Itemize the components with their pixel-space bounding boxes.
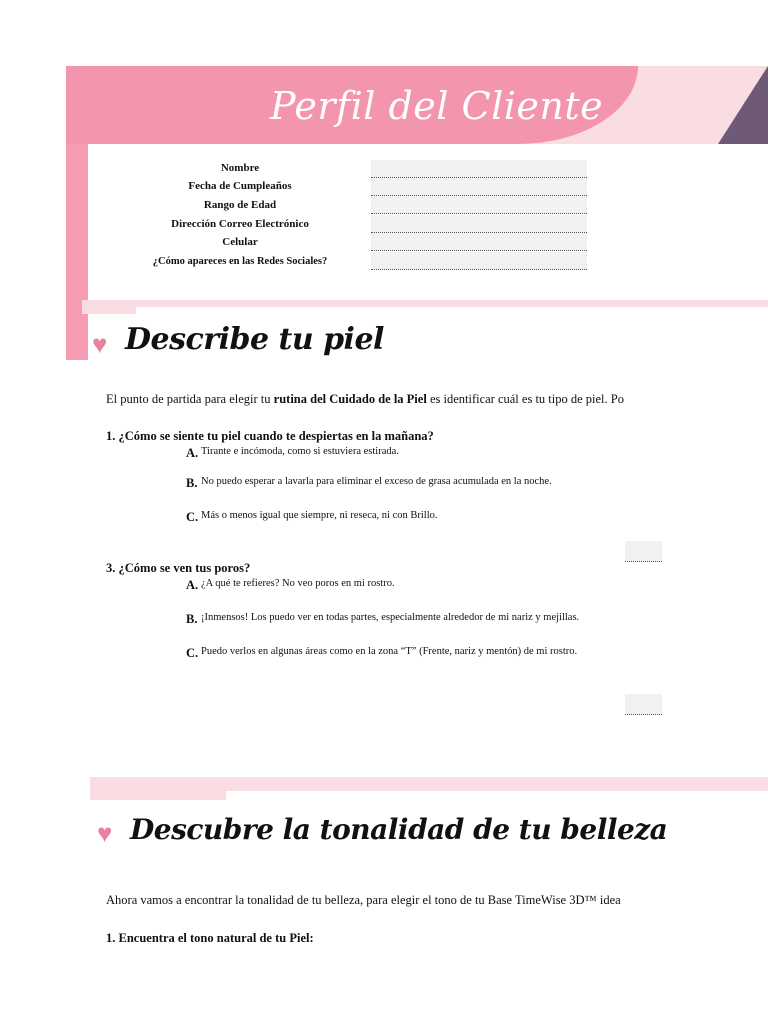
option-letter-c[interactable]: C.	[186, 646, 199, 660]
celular-field[interactable]	[371, 233, 587, 251]
option-text: Tirante e incómoda, como si estuviera estirada.	[201, 446, 399, 457]
page-title: Perfil del Cliente	[270, 84, 604, 128]
option-text: ¿A qué te refieres? No veo poros en mi rostro.	[201, 578, 395, 589]
nombre-field[interactable]	[371, 160, 587, 178]
field-label-rango-edad: Rango de Edad	[203, 199, 277, 211]
skin-intro-text	[106, 392, 624, 407]
option-text: Más o menos igual que siempre, ni reseca, ni con Brillo.	[201, 510, 438, 521]
left-accent-strip	[66, 144, 88, 360]
skin-intro-part: El punto de partida para elegir tu	[106, 392, 274, 406]
option-letter-b[interactable]: B.	[186, 612, 198, 626]
field-label-cumpleanos: Fecha de Cumpleaños	[188, 180, 292, 192]
field-label-celular: Celular	[222, 236, 258, 248]
correo-field[interactable]	[371, 215, 587, 233]
option-text: Puedo verlos en algunas áreas como en la zona “T” (Frente, nariz y mentón) de mi rostro.	[201, 646, 578, 657]
heart-icon: ♥	[92, 330, 108, 359]
field-label-nombre: Nombre	[220, 162, 260, 174]
answer-field-q3[interactable]	[625, 694, 662, 715]
option-letter-c[interactable]: C.	[186, 510, 199, 524]
question-1: 1. ¿Cómo se siente tu piel cuando te despiertas en la mañana?	[106, 429, 434, 443]
field-label-correo: Dirección Correo Electrónico	[171, 218, 309, 230]
tone-intro-text: Ahora vamos a encontrar la tonalidad de tu belleza, para elegir el tono de tu Base TimeWise 3D™ idea	[106, 893, 621, 907]
section-divider-inner	[226, 791, 768, 800]
option-letter-a[interactable]: A.	[186, 446, 199, 460]
skin-intro-bold: rutina del Cuidado de la Piel	[273, 392, 427, 406]
tone-question-1: 1. Encuentra el tono natural de tu Piel:	[106, 931, 314, 945]
field-label-redes-sociales: ¿Cómo apareces en las Redes Sociales?	[152, 256, 328, 267]
option-letter-a[interactable]: A.	[186, 578, 199, 592]
heart-icon: ♥	[97, 819, 113, 848]
section-divider-inner	[136, 307, 768, 314]
question-3: 3. ¿Cómo se ven tus poros?	[106, 561, 251, 575]
section-title-skin: Describe tu piel	[125, 322, 384, 357]
answer-field-q1[interactable]	[625, 541, 662, 562]
option-letter-b[interactable]: B.	[186, 476, 198, 490]
cumpleanos-field[interactable]	[371, 178, 587, 196]
redes-sociales-field[interactable]	[371, 252, 587, 270]
section-title-tone: Descubre la tonalidad de tu belleza	[130, 813, 668, 846]
rango-edad-field[interactable]	[371, 196, 587, 214]
skin-intro-part: es identificar cuál es tu tipo de piel. Po	[426, 392, 624, 406]
option-text: ¡Inmensos! Los puedo ver en todas partes, especialmente alrededor de mi nariz y mejillas.	[201, 612, 580, 623]
option-text: No puedo esperar a lavarla para eliminar el exceso de grasa acumulada en la noche.	[201, 476, 552, 487]
